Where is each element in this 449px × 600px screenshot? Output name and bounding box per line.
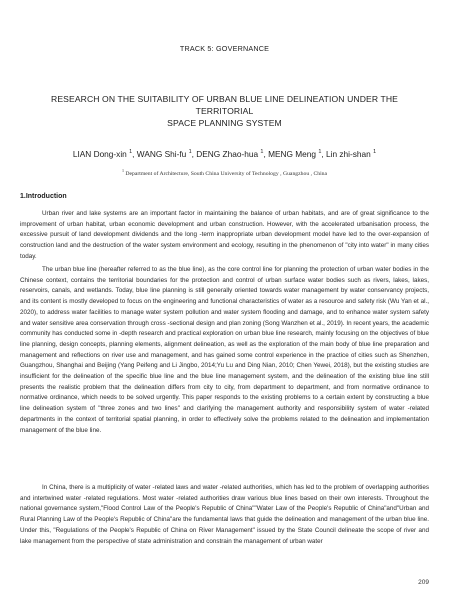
body-paragraph: The urban blue line (hereafter referred to as the blue line), as the core control line for planning the protection of urban water bodies in the Chinese context, contains the territorial boundaries for the protection and control of urban surface water bodies such as rivers, lakes, lakes, reservoirs, canals, and wetlands. Today, blue line planning is still generally oriented towards water management by water conservancy projects, and its content is mostly developed to focus on the engineering and functional characteristics of water as a resource and safety risk (Wu Yan et al., 2020), to address water facilities to manage water system pollution and water system flooding and damage, and to enhance water system safety and water sensitive area conservation through cross -sectional design and plan zoning (Song Wanzhen et al., 2019). In recent years, the academic community has conducted some in -depth research and practical exploration on urban blue line research, mainly focusing on the objectives of blue line planning, design concepts, planning elements, alignment delineation, as well as the exploration of the main body of blue line preparation and management and reflections on river use and management, and has gained some control experience in the practice of cities such as Shenzhen, Guangzhou, Shanghai and Beijing (Yang Peifeng and Li Jingbo, 2014;Yu Lu and Ding Nian, 2010; Chen Yewei, 2018), but the existing studies are insufficient for the delineation of the specific blue line and the blue line management system, and the delineation of the existing blue line still presents the realistic problem that the delineation differs from city to city, from department to department, and from normative ordinance to normative ordinance, which needs to be solved urgently. This paper responds to the existing problems to a certain extent by constructing a blue line delineation system of "three zones and two lines" and clarifying the management authority and responsibility system of water -related departments in the context of territorial spatial planning, in order to effectively solve the problems related to the delineation and implementation management of the blue line. <box>20 266 429 434</box>
page-number: 209 <box>418 579 429 586</box>
author-list: LIAN Dong-xin $^1$, WANG Shi-fu $^1$, DENG Zhao-hua $^1$, MENG Meng $^1$, Lin zhi-shan $^1$ <box>72 149 377 159</box>
affiliation: $^1$ Department of Architecture, South China University of Technology , Guangzhou , China <box>121 168 328 177</box>
author: LIAN Dong-xin $^1$ <box>72 149 133 159</box>
author: MENG Meng $^1$ <box>268 149 322 159</box>
paper-title <box>30 93 419 129</box>
paper-title-line-1: RESEARCH ON THE SUITABILITY OF URBAN BLUE LINE DELINEATION UNDER THE TERRITORIAL <box>51 94 398 116</box>
author: Lin zhi-shan $^1$ <box>326 149 377 159</box>
track-label: TRACK 5: GOVERNANCE <box>179 44 270 53</box>
section-heading: 1.Introduction <box>20 193 67 200</box>
author: WANG Shi-fu $^1$ <box>136 149 192 159</box>
body-paragraph: In China, there is a multiplicity of water -related laws and water -related authorities, which has led to the problem of overlapping authorities and intertwined water -related regulations. Most water -related authorities draw various blue lines based on their own interests. Throughout the national governance system,"Flood Control Law of the People's Republic of China""Water Law of the People's Republic of China"and"Urban and Rural Planning Law of the People's Republic of China"are the fundamental laws that guide the delineation and management of the urban blue line. Under this, "Regulations of the People's Republic of China on River Management" issued by the State Council delineate the scope of river and lake management from the perspective of state administration and constrain the management of urban water <box>20 484 429 545</box>
body-paragraph: Urban river and lake systems are an important factor in maintaining the balance of urban habitats, and are of great significance to the improvement of urban habitat, urban economic development and urban construction. However, with the accelerated urbanisation process, the excessive pursuit of land development dividends and the long -term inappropriate urban development model have led to the over-expansion of construction land and the destruction of the water system environment and ecology, resulting in the phenomenon of "city into water" in many cities today. <box>20 210 429 260</box>
paper-title-line-2: SPACE PLANNING SYSTEM <box>167 118 282 128</box>
author: DENG Zhao-hua $^1$ <box>196 149 264 159</box>
